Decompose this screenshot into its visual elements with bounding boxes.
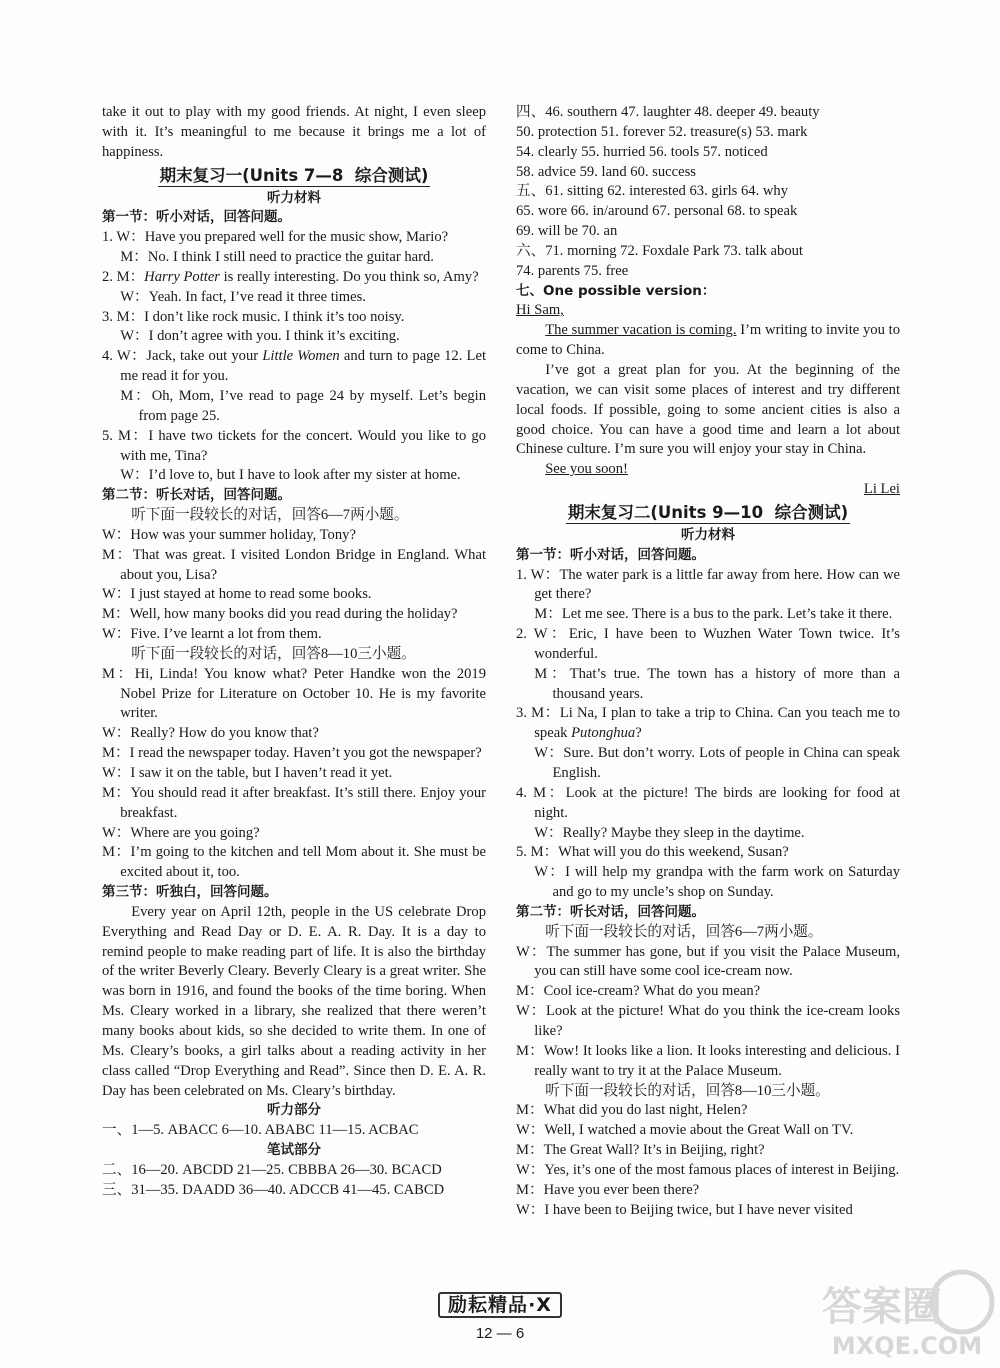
dialogue-line: W：I don’t agree with you. I think it’s exciting. — [120, 328, 400, 345]
right-column — [516, 103, 900, 1220]
dialogue-line: M：Let me see. There is a bus to the park. Let’s take it there. — [534, 606, 893, 623]
brand-logo: 励耘精品·X — [438, 1292, 562, 1318]
answer-line: 54. clearly 55. hurried 56. tools 57. noticed — [516, 143, 768, 160]
dialogue-line: W：Yeah. In fact, I’ve read it three times. — [120, 288, 366, 305]
dialogue-line: M：Wow! It looks like a lion. It looks interesting and delicious. I really want to try it at the Palace Museum. — [516, 1042, 900, 1079]
monologue-paragraph: Every year on April 12th, people in the US celebrate Drop Everything and Read Day or D. E. A. R. Day. It is a day to remind people to make reading part of life. It is also the birthday of the writer Beverly Cleary. Beverly Cleary is a great writer. She was born in 1916, and found the books of the time boring. When Ms. Cleary worked in a library, she realized that there weren’t many books about kids, so she decided to write them. In one of Ms. Cleary’s books, a girl talks about a reading activity in her class called “Drop Everything and Read”. Since then D. E. A. R. Day has been celebrated on Ms. Cleary’s birthday. — [102, 903, 486, 1099]
dialogue-line: W：Five. I’ve learnt a lot from them. — [102, 626, 322, 643]
dialogue-line: M：That was great. I visited London Bridge in England. What about you, Lisa? — [102, 546, 486, 583]
dialogue-intro: 听下面一段较长的对话，回答6—7两小题。 — [545, 923, 823, 940]
dialogue-line: M：That’s true. The town has a history of more than a thousand years. — [534, 665, 900, 702]
dialogue-line: 4. W：Jack, take out your Little Women and turn to page 12. Let me read it for you. — [102, 348, 486, 385]
dialogue-line: 4. M：Look at the picture! The birds are looking for food at night. — [516, 784, 900, 821]
letter-signature: Li Lei — [863, 481, 900, 498]
dialogue-line: W：Sure. But don’t worry. Lots of people in China can speak English. — [534, 745, 900, 781]
dialogue-line: M：Have you ever been there? — [516, 1181, 700, 1198]
dialogue-line: M：Cool ice-cream? What do you mean? — [516, 983, 761, 1000]
dialogue-intro: 听下面一段较长的对话，回答8—10三小题。 — [545, 1082, 830, 1099]
dialogue-line: W：Look at the picture! What do you think the ice-cream looks like? — [516, 1003, 900, 1039]
listening-material-title: 听力材料 — [267, 189, 321, 206]
section-2-header: 第二节：听长对话，回答问题。 — [102, 487, 291, 504]
section-title-review-1: 期末复习一(Units 7—8 综合测试) — [159, 165, 429, 185]
dialogue-line: 2. M：Harry Potter is really interesting. Do you think so, Amy? — [102, 268, 479, 285]
dialogue-line: W：Really? Maybe they sleep in the daytime. — [534, 824, 805, 841]
watermark-text-top: 答案圈 — [822, 1284, 942, 1330]
dialogue-line: W：I just stayed at home to read some books. — [102, 586, 372, 603]
dialogue-line: W：Where are you going? — [102, 824, 260, 841]
answer-line: 58. advice 59. land 60. success — [516, 163, 696, 180]
dialogue-line: 5. M：I have two tickets for the concert. Would you like to go with me, Tina? — [102, 427, 486, 464]
dialogue-line: W：I have been to Beijing twice, but I have never visited — [516, 1201, 853, 1218]
dialogue-line: M：Hi, Linda! You know what? Peter Handke won the 2019 Nobel Prize for Literature on October 10. He is my favorite writer. — [102, 665, 486, 722]
watermark-logo — [812, 1262, 1000, 1362]
dialogue-line: M：The Great Wall? It’s in Beijing, right? — [516, 1142, 765, 1159]
dialogue-line: 5. M：What will you do this weekend, Susan? — [516, 844, 789, 861]
answer-line: 一、1—5. ABACC 6—10. ABABC 11—15. ACBAC — [102, 1122, 419, 1139]
dialogue-line: 3. M：Li Na, I plan to take a trip to China. Can you teach me to speak Putonghua? — [516, 705, 900, 742]
dialogue-intro: 听下面一段较长的对话，回答6—7两小题。 — [131, 507, 409, 524]
dialogue-line: W：I saw it on the table, but I haven’t read it yet. — [102, 765, 393, 781]
answer-line: 六、71. morning 72. Foxdale Park 73. talk about — [516, 242, 803, 259]
dialogue-line: M：You should read it after breakfast. It’s still there. Enjoy your breakfast. — [102, 784, 486, 821]
dialogue-line: W：I will help my grandpa with the farm work on Saturday and go to my uncle’s shop on Sunday. — [534, 864, 900, 901]
dialogue-intro: 听下面一段较长的对话，回答8—10三小题。 — [131, 645, 416, 662]
letter-greeting: Hi Sam, — [516, 302, 564, 319]
answer-line: 五、61. sitting 62. interested 63. girls 64. why — [516, 183, 788, 200]
section-2-header: 第二节：听长对话，回答问题。 — [516, 903, 705, 920]
dialogue-line: M：I’m going to the kitchen and tell Mom about it. She must be excited about it, too. — [102, 844, 486, 881]
intro-paragraph: take it out to play with my good friends. At night, I even sleep with it. It’s meaningful to me because it brings me a lot of happiness. — [102, 104, 486, 160]
answer-line: 65. wore 66. in/around 67. personal 68. to speak — [516, 203, 798, 220]
dialogue-line: W：Really? How do you know that? — [102, 725, 319, 742]
answer-line: 四、46. southern 47. laughter 48. deeper 49. beauty — [516, 104, 820, 120]
book-title: Little Women — [262, 348, 340, 365]
dialogue-line: M：I read the newspaper today. Haven’t you got the newspaper? — [102, 745, 482, 762]
section-3-header: 第三节：听独白，回答问题。 — [102, 884, 278, 901]
answers-written-title: 笔试部分 — [267, 1142, 321, 1159]
dialogue-line: 1. W：The water park is a little far away from here. How can we get there? — [516, 566, 900, 603]
dialogue-line: W：I’d love to, but I have to look after my sister at home. — [120, 467, 461, 484]
letter-paragraph: I’ve got a great plan for you. At the beginning of the vacation, we can visit some places of interest and try different local foods. If possible, going to some ancient cities is also a good choice. You can have a good time and learn a lot about Chinese culture. I’m sure you will enjoy your stay in China. — [516, 361, 900, 458]
watermark-text-bottom: MXQE.COM — [831, 1332, 983, 1360]
answer-line: 二、16—20. ABCDD 21—25. CBBBA 26—30. BCACD — [102, 1161, 442, 1178]
dialogue-line: M：Well, how many books did you read during the holiday? — [102, 606, 458, 623]
dialogue-line: M：No. I think I still need to practice the guitar hard. — [120, 249, 434, 266]
answer-line: 三、31—35. DAADD 36—40. ADCCB 41—45. CABCD — [102, 1181, 445, 1198]
dialogue-line: 3. M：I don’t like rock music. I think it’s too noisy. — [102, 308, 405, 325]
italic-word: Putonghua — [571, 725, 636, 742]
book-title: Harry Potter — [144, 268, 220, 285]
page-number: 12 — 6 — [475, 1325, 525, 1342]
answers-listening-title: 听力部分 — [267, 1102, 321, 1119]
writing-header: 七、One possible version： — [516, 282, 716, 299]
dialogue-line: 1. W：Have you prepared well for the music show, Mario? — [102, 229, 449, 246]
letter-closing: See you soon! — [545, 461, 628, 478]
left-column — [102, 103, 486, 1201]
letter-paragraph: The summer vacation is coming. I’m writing to invite you to come to China. — [516, 322, 900, 359]
dialogue-line: W：Yes, it’s one of the most famous places of interest in Beijing. — [516, 1161, 900, 1178]
answer-line: 50. protection 51. forever 52. treasure(s) 53. mark — [516, 123, 808, 140]
dialogue-line: W：How was your summer holiday, Tony? — [102, 526, 356, 543]
dialogue-line: W：Well, I watched a movie about the Great Wall on TV. — [516, 1122, 854, 1139]
listening-material-title: 听力材料 — [681, 526, 735, 543]
dialogue-line: M：What did you do last night, Helen? — [516, 1102, 748, 1119]
dialogue-line: 2. W：Eric, I have been to Wuzhen Water Town twice. It’s wonderful. — [516, 626, 900, 662]
dialogue-line: W：The summer has gone, but if you visit the Palace Museum, you can still have some cool ice-cream now. — [516, 943, 900, 980]
section-1-header: 第一节：听小对话，回答问题。 — [516, 546, 705, 563]
dialogue-line: M：Oh, Mom, I’ve read to page 24 by myself. Let’s begin from page 25. — [120, 387, 486, 424]
section-1-header: 第一节：听小对话，回答问题。 — [102, 209, 291, 226]
answer-line: 69. will be 70. an — [516, 223, 618, 240]
section-title-review-2: 期末复习二(Units 9—10 综合测试) — [567, 502, 849, 522]
answer-line: 74. parents 75. free — [516, 262, 629, 279]
